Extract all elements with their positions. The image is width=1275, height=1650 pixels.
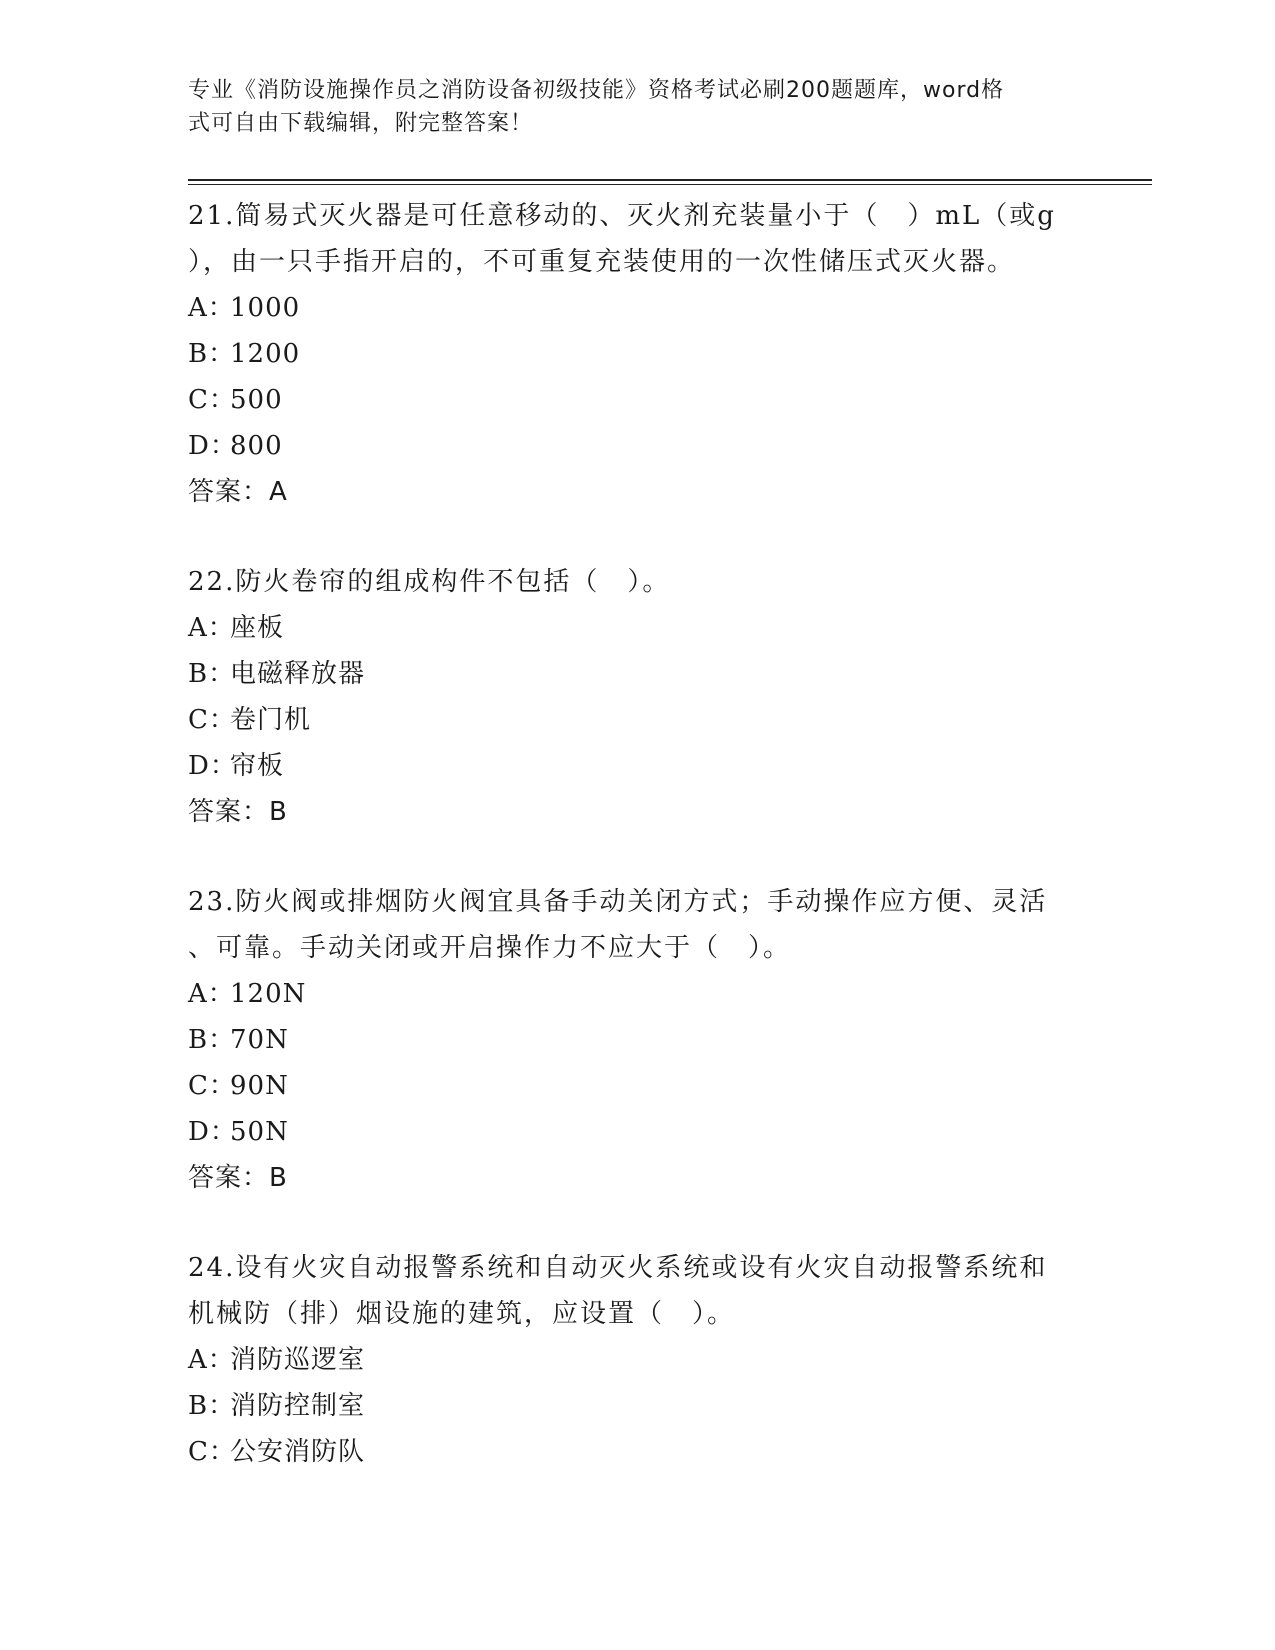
question-22	[188, 559, 1088, 835]
option-d	[188, 423, 1088, 469]
option-b	[188, 331, 1088, 377]
option-text: 500	[230, 385, 283, 415]
option-b	[188, 651, 1088, 697]
question-stem-line: 、可靠。手动关闭或开启操作力不应大于（ ）。	[188, 933, 792, 963]
option-b	[188, 1383, 1088, 1429]
document-header	[188, 74, 1088, 140]
option-text: 120N	[230, 979, 307, 1009]
question-23	[188, 879, 1088, 1201]
option-label: A：	[188, 1345, 235, 1375]
question-stem-line: ），由一只手指开启的，不可重复充装使用的一次性储压式灭火器。	[188, 247, 1016, 277]
question-stem	[188, 879, 1088, 971]
option-text: 70N	[230, 1025, 289, 1055]
option-c	[188, 1429, 1088, 1475]
question-stem-line: 22.防火卷帘的组成构件不包括（ ）。	[188, 567, 671, 597]
question-stem	[188, 559, 1088, 605]
option-label: D：	[188, 431, 237, 461]
header-line-1: 专业《消防设施操作员之消防设备初级技能》资格考试必刷200题题库，word格	[188, 78, 1005, 103]
option-label: B：	[188, 1025, 236, 1055]
question-stem-line: 21.简易式灭火器是可任意移动的、灭火剂充装量小于（ ）mL（或g	[188, 201, 1056, 231]
question-stem	[188, 1245, 1088, 1337]
option-text: 公安消防队	[230, 1437, 366, 1467]
option-text: 50N	[230, 1117, 289, 1147]
question-24	[188, 1245, 1088, 1475]
option-label: D：	[188, 751, 237, 781]
answer-line: 答案：B	[188, 1163, 288, 1193]
option-text: 座板	[230, 613, 285, 643]
option-text: 消防巡逻室	[230, 1345, 366, 1375]
header-divider-thin	[188, 184, 1152, 185]
question-stem-line: 24.设有火灾自动报警系统和自动灭火系统或设有火灾自动报警系统和	[188, 1253, 1048, 1283]
option-a	[188, 285, 1088, 331]
option-a	[188, 605, 1088, 651]
option-d	[188, 743, 1088, 789]
header-line-2: 式可自由下载编辑，附完整答案！	[188, 111, 534, 136]
option-text: 800	[230, 431, 283, 461]
option-text: 帘板	[230, 751, 285, 781]
option-label: C：	[188, 705, 236, 735]
option-text: 90N	[230, 1071, 289, 1101]
option-label: B：	[188, 659, 236, 689]
option-text: 消防控制室	[230, 1391, 366, 1421]
answer-line: 答案：A	[188, 477, 288, 507]
option-label: A：	[188, 293, 235, 323]
option-label: A：	[188, 613, 235, 643]
option-label: B：	[188, 339, 236, 369]
header-divider-thick	[188, 179, 1152, 181]
question-stem-line: 23.防火阀或排烟防火阀宜具备手动关闭方式；手动操作应方便、灵活	[188, 887, 1048, 917]
option-label: C：	[188, 1071, 236, 1101]
option-c	[188, 697, 1088, 743]
option-text: 电磁释放器	[230, 659, 366, 689]
option-label: B：	[188, 1391, 236, 1421]
option-text: 卷门机	[230, 705, 312, 735]
option-label: C：	[188, 1437, 236, 1467]
option-c	[188, 377, 1088, 423]
option-a	[188, 971, 1088, 1017]
option-label: C：	[188, 385, 236, 415]
option-a	[188, 1337, 1088, 1383]
option-label: D：	[188, 1117, 237, 1147]
option-text: 1000	[230, 293, 301, 323]
option-c	[188, 1063, 1088, 1109]
question-stem	[188, 193, 1088, 285]
option-text: 1200	[230, 339, 301, 369]
question-list	[188, 193, 1088, 1519]
option-label: A：	[188, 979, 235, 1009]
option-b	[188, 1017, 1088, 1063]
answer-line: 答案：B	[188, 797, 288, 827]
question-21	[188, 193, 1088, 515]
question-stem-line: 机械防（排）烟设施的建筑，应设置（ ）。	[188, 1299, 736, 1329]
option-d	[188, 1109, 1088, 1155]
